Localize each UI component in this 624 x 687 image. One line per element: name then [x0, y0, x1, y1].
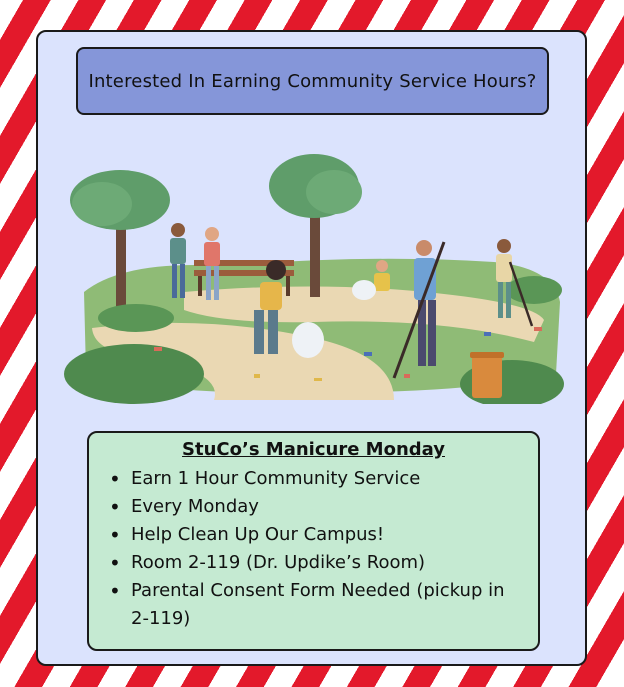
list-item: • Parental Consent Form Needed (pickup in 2-119) [107, 577, 528, 633]
trash-can [470, 352, 504, 398]
event-title: StuCo’s Manicure Monday [182, 439, 445, 460]
list-item: • Earn 1 Hour Community Service [107, 465, 528, 493]
list-item: • Help Clean Up Our Campus! [107, 521, 528, 549]
bush [64, 344, 204, 404]
event-details-list [89, 465, 538, 633]
headline-banner [76, 47, 549, 115]
list-item: • Every Monday [107, 493, 528, 521]
event-info-box [87, 431, 540, 651]
bush [506, 276, 562, 304]
bush [98, 304, 174, 332]
headline-text: Interested In Earning Community Service Hours? [88, 70, 537, 92]
park-cleanup-illustration [64, 142, 564, 404]
flyer-card [36, 30, 587, 666]
list-item: • Room 2-119 (Dr. Updike’s Room) [107, 549, 528, 577]
